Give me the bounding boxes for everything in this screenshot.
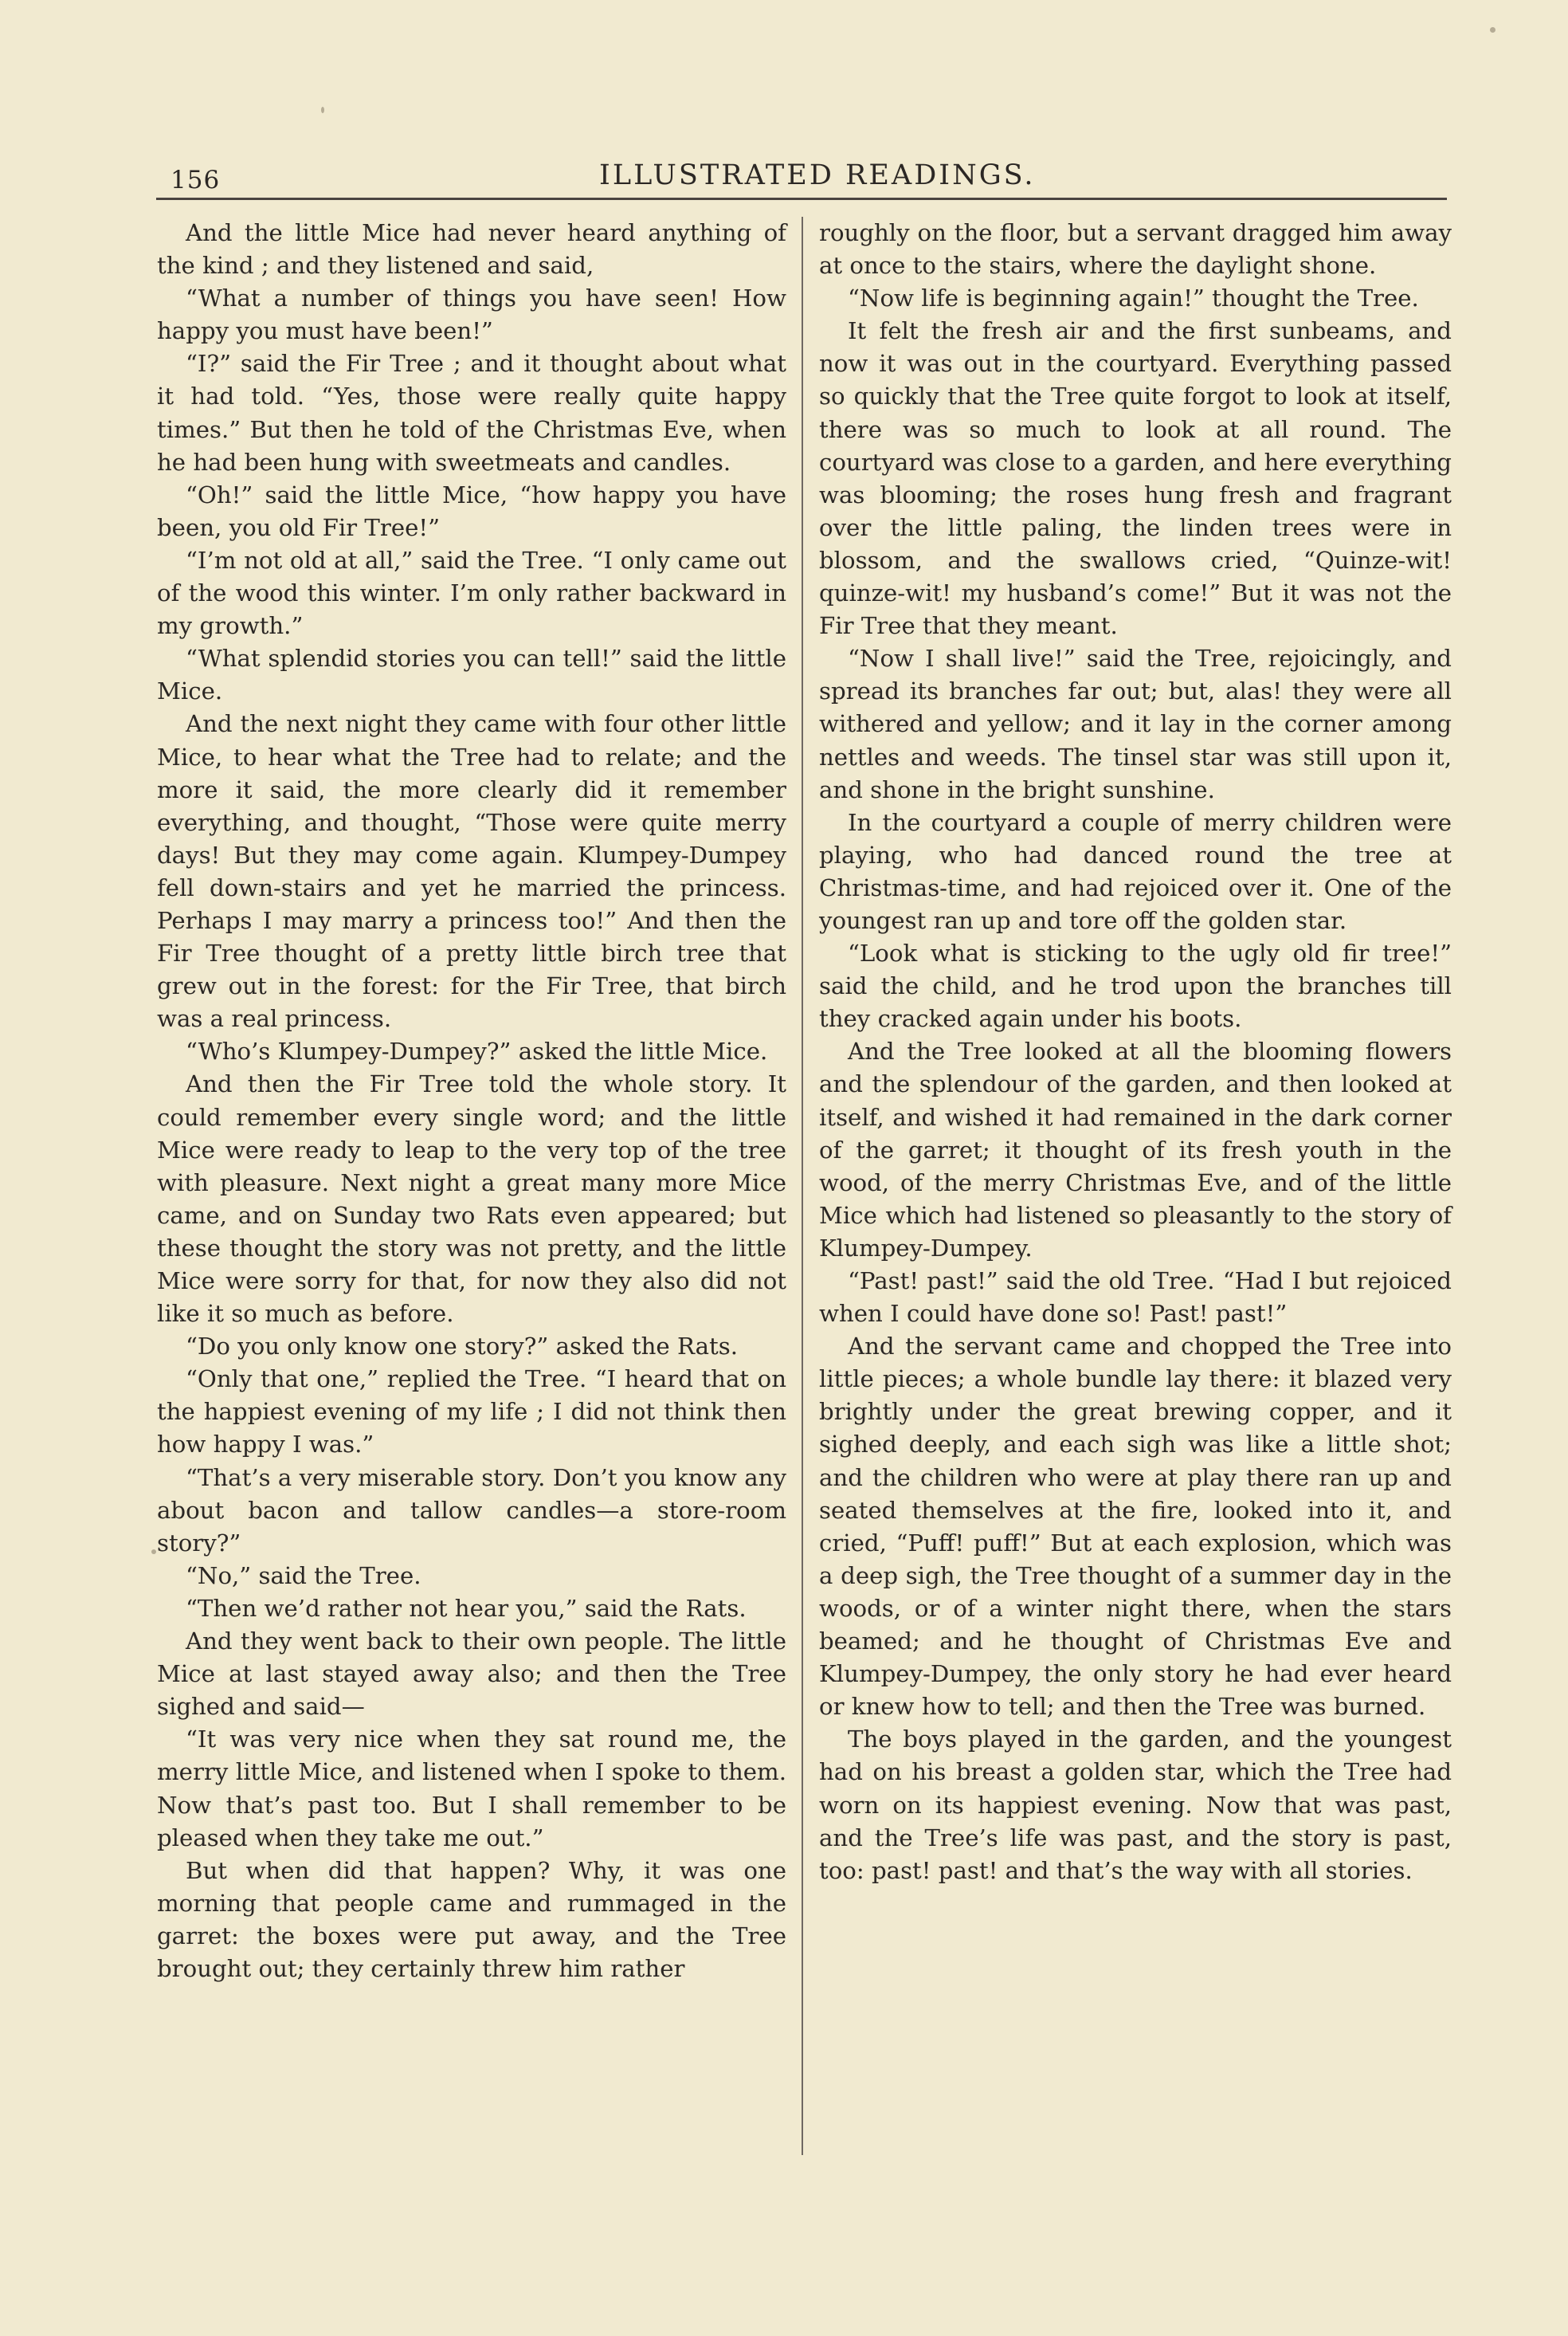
paper-speck — [1490, 27, 1495, 33]
paragraph: “I?” said the Fir Tree ; and it thought about what it had told. “Yes, those were really quite happy times.” But then he told of the Christmas Eve, when he had been hung with sweetmeats and candles. — [157, 350, 786, 476]
paragraph: “Then we’d rather not hear you,” said the Rats. — [186, 1594, 747, 1622]
paragraph: And the little Mice had never heard anything of the kind ; and they listened and said, — [157, 219, 786, 280]
left-column — [157, 217, 786, 1985]
paragraph: And the Tree looked at all the blooming flowers and the splendour of the garden, and then looked at itself, and wished it had remained in the dark corner of the garret; it thought of its fresh youth in the wood, of the merry Christmas Eve, and of the little Mice which had listened so pleasantly to the story of Klumpey-Dumpey. — [819, 1038, 1452, 1262]
paragraph: “Now I shall live!” said the Tree, rejoicingly, and spread its branches far out; but, alas! they were all withered and yellow; and it lay in the corner among nettles and weeds. The tinsel star was still upon it, and shone in the bright sunshine. — [819, 645, 1452, 803]
paragraph: “What a number of things you have seen! How happy you must have been!” — [157, 285, 786, 345]
page-number: 156 — [171, 166, 221, 194]
paragraph: “What splendid stories you can tell!” said the little Mice. — [157, 645, 786, 705]
paragraph: “Look what is sticking to the ugly old fir tree!” said the child, and he trod upon the branches till they cracked again under his boots. — [819, 940, 1452, 1033]
continuation-paragraph: roughly on the floor, but a servant dragged him away at once to the stairs, where the daylight shone. — [819, 219, 1452, 280]
paragraph: “Now life is beginning again!” thought the Tree. — [848, 285, 1419, 312]
paragraph: “Only that one,” replied the Tree. “I heard that on the happiest evening of my life ; I did not think then how happy I was.” — [157, 1365, 786, 1459]
paragraph: “Past! past!” said the old Tree. “Had I but rejoiced when I could have done so! Past! past!” — [819, 1267, 1452, 1328]
right-column — [819, 217, 1452, 1887]
paragraph: “Who’s Klumpey-Dumpey?” asked the little Mice. — [186, 1038, 768, 1066]
column-divider — [802, 217, 803, 2155]
paragraph: “No,” said the Tree. — [186, 1561, 421, 1589]
paragraph: In the courtyard a couple of merry children were playing, who had danced round the tree at Christmas-time, and had rejoiced over it. One of the youngest ran up and tore off the golden star. — [819, 808, 1452, 934]
header-rule — [156, 198, 1447, 200]
paragraph: “It was very nice when they sat round me, the merry little Mice, and listened when I spoke to them. Now that’s past too. But I shall remember to be pleased when they take me out.” — [157, 1725, 786, 1851]
paragraph: But when did that happen? Why, it was one morning that people came and rummaged in the garret: the boxes were put away, and the Tree brought out; they certainly threw him rather — [157, 1856, 786, 1982]
paragraph: It felt the fresh air and the first sunbeams, and now it was out in the courtyard. Everything passed so quickly that the Tree quite forgot to look at itself, there was so much to look at all round. The courtyard was close to a garden, and here everything was blooming; the roses hung fresh and fragrant over the little paling, the linden trees were in blossom, and the swallows cried, “Quinze-wit! quinze-wit! my husband’s come!” But it was not the Fir Tree that they meant. — [819, 317, 1452, 640]
paragraph: The boys played in the garden, and the youngest had on his breast a golden star, which the Tree had worn on its happiest evening. Now that was past, and the Tree’s life was past, and the story is past, too: past! past! and that’s the way with all stories. — [819, 1725, 1452, 1884]
paragraph: “Do you only know one story?” asked the Rats. — [186, 1333, 739, 1360]
paper-speck — [321, 107, 324, 113]
running-title: ILLUSTRATED READINGS. — [599, 159, 1036, 191]
paragraph: “That’s a very miserable story. Don’t you know any about bacon and tallow candles—a store-room story?” — [157, 1463, 786, 1557]
paragraph: And they went back to their own people. The little Mice at last stayed away also; and then the Tree sighed and said— — [157, 1627, 786, 1721]
paragraph: “I’m not old at all,” said the Tree. “I only came out of the wood this winter. I’m only rather backward in my growth.” — [157, 546, 786, 640]
page-header — [0, 156, 1568, 204]
paragraph: And the next night they came with four other little Mice, to hear what the Tree had to relate; and the more it said, the more clearly did it remember everything, and thought, “Those were quite merry days! But they may come again. Klumpey-Dumpey fell down-stairs and yet he married the princess. Perhaps I may marry a princess too!” And then the Fir Tree thought of a pretty little birch tree that grew out in the forest: for the Fir Tree, that birch was a real princess. — [157, 710, 786, 1033]
paragraph: And then the Fir Tree told the whole story. It could remember every single word; and the little Mice were ready to leap to the very top of the tree with pleasure. Next night a great many more Mice came, and on Sunday two Rats even appeared; but these thought the story was not pretty, and the little Mice were sorry for that, for now they also did not like it so much as before. — [157, 1070, 786, 1328]
paper-speck — [151, 1549, 156, 1554]
paragraph: “Oh!” said the little Mice, “how happy you have been, you old Fir Tree!” — [157, 481, 786, 541]
paragraph: And the servant came and chopped the Tree into little pieces; a whole bundle lay there: it blazed very brightly under the great brewing copper, and it sighed deeply, and each sigh was like a little shot; and the children who were at play there ran up and seated themselves at the fire, looked into it, and cried, “Puff! puff!” But at each explosion, which was a deep sigh, the Tree thought of a summer day in the woods, or of a winter night there, when the stars beamed; and he thought of Christmas Eve and Klumpey-Dumpey, the only story he had ever heard or knew how to tell; and then the Tree was burned. — [819, 1333, 1452, 1721]
